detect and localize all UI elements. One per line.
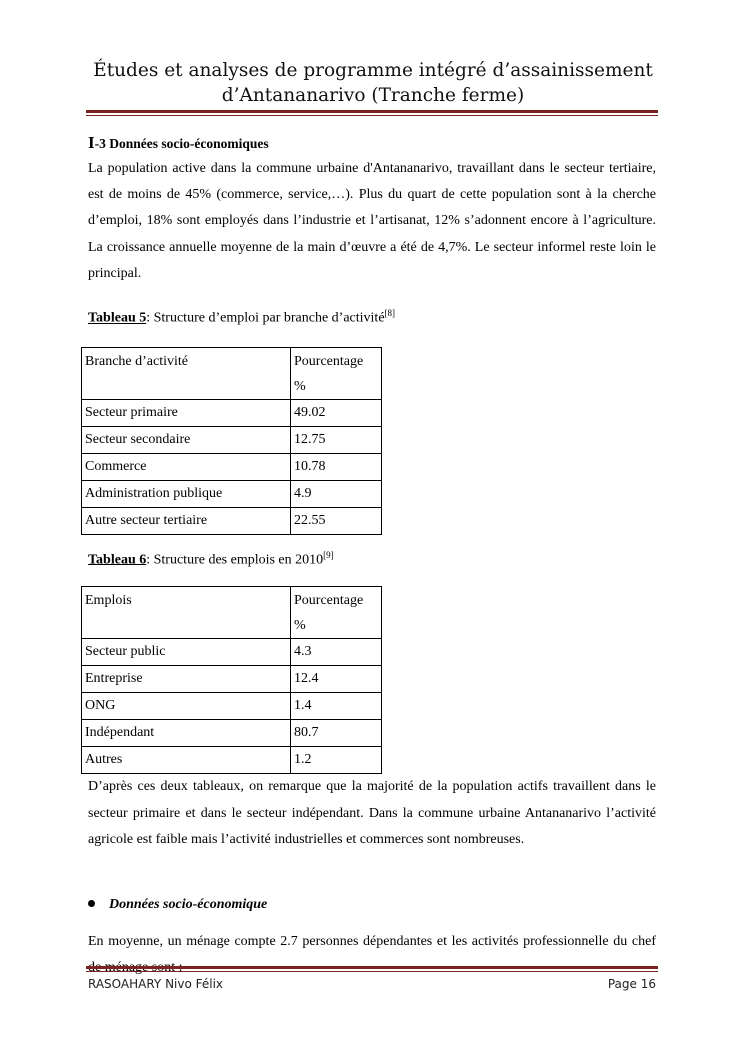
header-rule-thin [86, 115, 658, 116]
footer-page-number: Page 16 [607, 977, 656, 991]
table5-header-percent: Pourcentage % [291, 347, 382, 399]
table-row [82, 666, 382, 693]
table-cell: Autre secteur tertiaire [82, 507, 291, 534]
table-header-row [82, 587, 382, 639]
table-cell: 49.02 [291, 399, 382, 426]
table5-label: Tableau 5 [88, 310, 147, 326]
table5-ref: [8] [384, 308, 396, 319]
table-cell: Administration publique [82, 480, 291, 507]
table-cell: 10.78 [291, 453, 382, 480]
table-row [82, 720, 382, 747]
page-body [85, 131, 656, 981]
table-row [82, 426, 382, 453]
table-cell: Indépendant [82, 720, 291, 747]
table-cell: Secteur public [82, 639, 291, 666]
page-header [88, 58, 658, 108]
bullet-icon [88, 900, 95, 907]
table5-header-branch: Branche d’activité [82, 347, 291, 399]
table-cell: 1.4 [291, 693, 382, 720]
table6-caption-text: : Structure des emplois en 2010 [146, 552, 324, 568]
table-cell: 22.55 [291, 507, 382, 534]
section-heading [88, 131, 656, 156]
intro-paragraph: La population active dans la commune urbaine d'Antananarivo, travaillant dans le secteur tertiaire, est de moins de 45% (commerce, service,…). Plus du quart de cette population sont à la cherche d’emploi, 18% sont employés dans l’industrie et l’artisanat, 12% s’adonnent encore à l’agriculture. La croissance annuelle moyenne de la main d’œuvre a été de 4,7%. Le secteur informel reste loin le principal. [88, 161, 656, 281]
section-title: -3 Données socio-économiques [94, 136, 269, 151]
table-row [82, 639, 382, 666]
table5-caption-text: : Structure d’emploi par branche d’activité [146, 310, 385, 326]
section-number: I [88, 133, 95, 152]
table6-ref: [9] [323, 549, 334, 560]
table-row [82, 507, 382, 534]
table-header-row [82, 347, 382, 399]
bullet-text: Données socio-économique [109, 896, 268, 912]
conclusion-paragraph: D’après ces deux tableaux, on remarque que la majorité de la population actifs travaillent dans le secteur primaire et dans le secteur indépendant. Dans la commune urbaine Antananarivo l’activité agricole est faible mais l’activité industrielles et commerces sont nombreuses. [88, 779, 656, 847]
table6 [81, 586, 382, 774]
table6-header-jobs: Emplois [82, 587, 291, 639]
header-title-line2: d’Antananarivo (Tranche ferme) [221, 85, 525, 106]
table5-caption [88, 303, 656, 329]
table-row [82, 480, 382, 507]
table-row [82, 693, 382, 720]
table-cell: 1.2 [291, 747, 382, 774]
table-cell: Autres [82, 747, 291, 774]
household-paragraph: En moyenne, un ménage compte 2.7 personnes dépendantes et les activités professionnelle du chef [88, 933, 656, 949]
table-cell: 4.9 [291, 480, 382, 507]
footer-rule-thick [86, 966, 658, 969]
table-cell: Secteur primaire [82, 399, 291, 426]
table-cell: Commerce [82, 453, 291, 480]
bullet-item [88, 893, 656, 917]
table6-caption [88, 545, 656, 571]
table-cell: ONG [82, 693, 291, 720]
table6-header-percent: Pourcentage % [291, 587, 382, 639]
footer-rule-thin [86, 971, 658, 972]
header-rule-thick [86, 110, 658, 113]
table5 [81, 347, 382, 535]
table-cell: 80.7 [291, 720, 382, 747]
footer-author: RASOAHARY Nivo Félix [88, 977, 224, 991]
table-cell: Secteur secondaire [82, 426, 291, 453]
table-row [82, 399, 382, 426]
table-cell: 12.75 [291, 426, 382, 453]
table-row [82, 747, 382, 774]
table-cell: Entreprise [82, 666, 291, 693]
header-title-line1: Études et analyses de programme intégré d’assainissement [93, 60, 653, 81]
table-cell: 4.3 [291, 639, 382, 666]
table-cell: 12.4 [291, 666, 382, 693]
table6-label: Tableau 6 [88, 552, 147, 568]
table-row [82, 453, 382, 480]
